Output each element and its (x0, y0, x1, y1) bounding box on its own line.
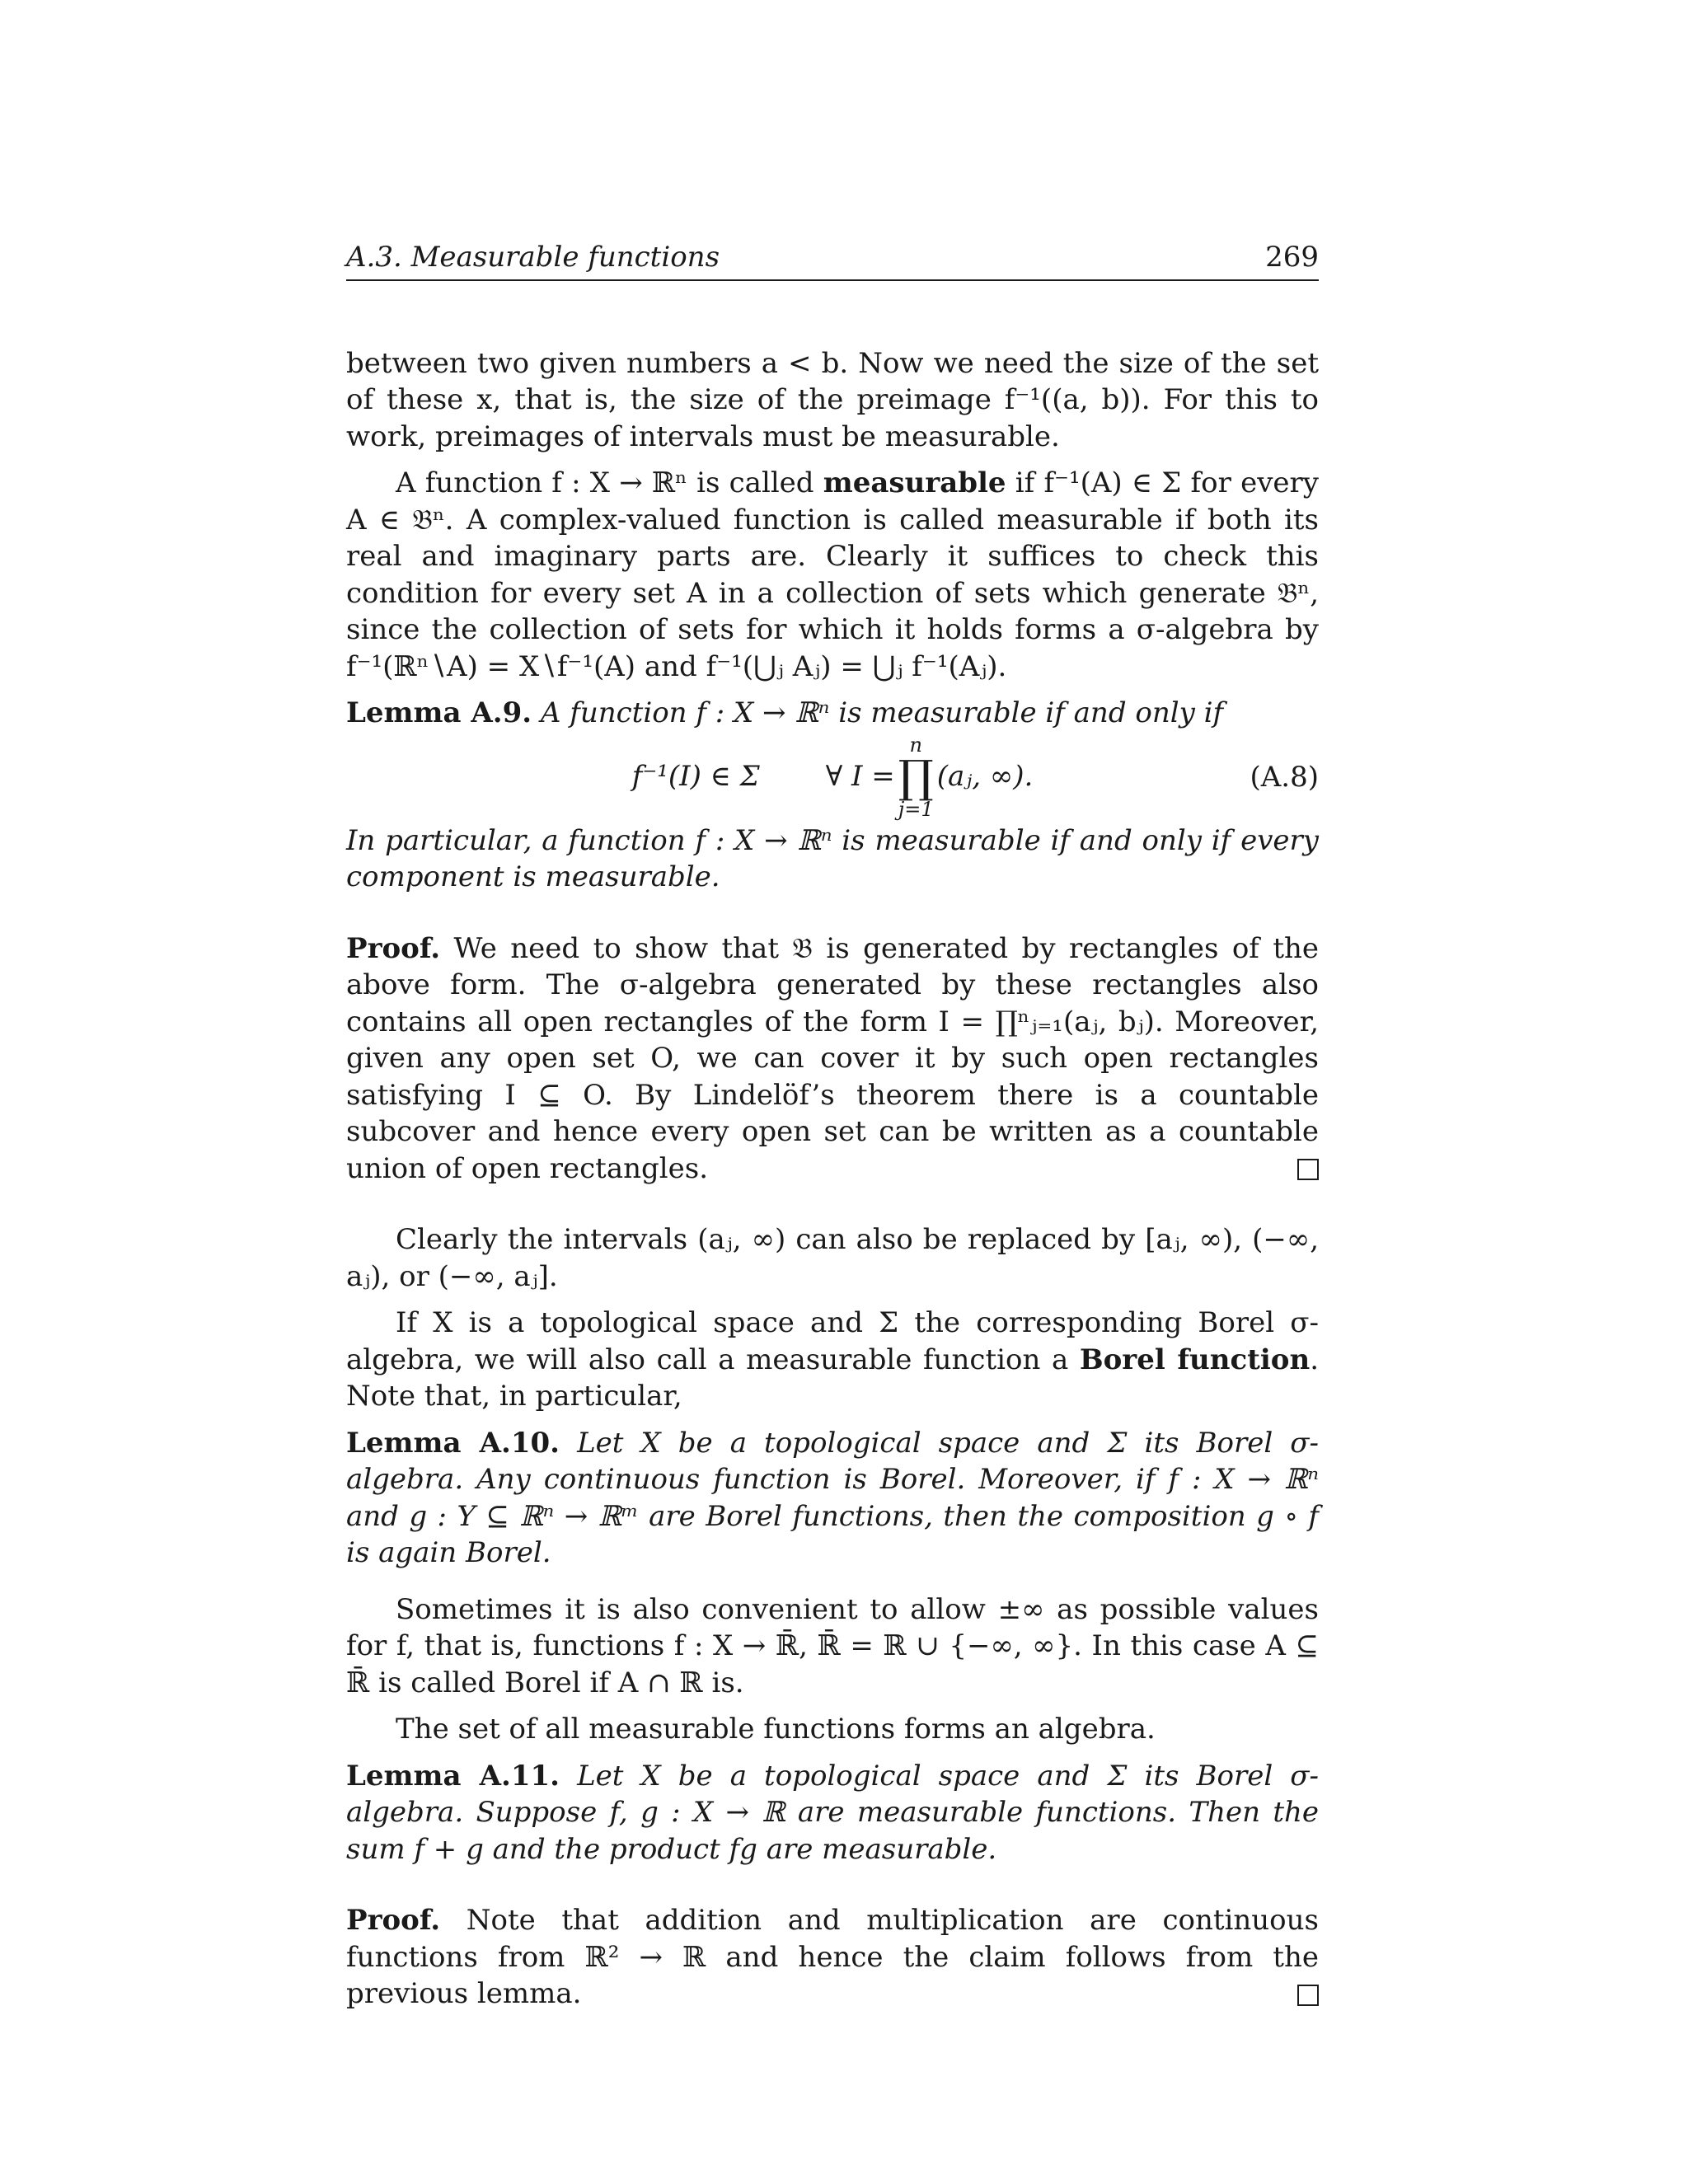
equation-a8 (346, 732, 1319, 823)
section-title: A.3. Measurable functions (346, 241, 720, 274)
paragraph-2-post: if f⁻¹(A) ∈ Σ for every A ∈ 𝔅ⁿ. A complex-valued function is called measurable if both its real and imaginary parts are. Clearly it suffices to check this condition for every set A in a collection of sets which generate 𝔅ⁿ, since the collection of sets for which it holds forms a σ-algebra by f⁻¹(ℝⁿ∖A) = X∖f⁻¹(A) and f⁻¹(⋃ⱼ Aⱼ) = ⋃ⱼ f⁻¹(Aⱼ). (346, 466, 1319, 683)
proof-2-text: Note that addition and multiplication are continuous functions from ℝ² → ℝ and hence the claim follows from the previous lemma. (346, 1904, 1319, 2010)
lemma-a10-heading: Lemma A.10. (346, 1426, 560, 1460)
equation-right: (aⱼ, ∞). (936, 760, 1034, 794)
qed-box-icon (1297, 1159, 1319, 1180)
equation-number: (A.8) (1250, 760, 1319, 794)
lemma-a9-continuation: In particular, a function f : X → ℝⁿ is measurable if and only if every component is measurable. (346, 823, 1319, 893)
paragraph-6: The set of all measurable functions forms an algebra. (396, 1713, 1156, 1746)
product-symbol: ∏ (898, 750, 934, 803)
proof-1 (346, 930, 1319, 1188)
paragraph-4-post: . Note that, in particular, (346, 1343, 1320, 1413)
lemma-a11-heading: Lemma A.11. (346, 1759, 560, 1793)
equation-left: f⁻¹(I) ∈ Σ (631, 760, 760, 794)
lemma-a9 (346, 695, 1319, 732)
lemma-a10-statement: Let X be a topological space and Σ its Borel σ-algebra. Any continuous function is Borel. Moreover, if f : X → ℝⁿ and g : Y ⊆ ℝⁿ → ℝᵐ are Borel functions, then the composition g ∘ f is again Borel. (346, 1426, 1319, 1569)
proof-2 (346, 1902, 1319, 2013)
page (346, 239, 1319, 2013)
paragraph-4-pre: If X is a topological space and Σ the corresponding Borel σ-algebra, we will also call a measurable function a (346, 1306, 1319, 1376)
paragraph-4 (346, 1305, 1319, 1415)
paragraph-5: Sometimes it is also convenient to allow ±∞ as possible values for f, that is, functions f : X → ℝ̄, ℝ̄ = ℝ ∪ {−∞, ∞}. In this case A ⊆ ℝ̄ is called Borel if A ∩ ℝ is. (346, 1592, 1319, 1699)
product-lower-limit: j=1 (898, 797, 934, 821)
product-upper-limit: n (909, 733, 922, 757)
term-borel-function: Borel function (1079, 1343, 1311, 1376)
lemma-a11 (346, 1758, 1319, 1868)
proof-1-heading: Proof. (346, 931, 441, 965)
lemma-a9-statement: A function f : X → ℝⁿ is measurable if and only if (540, 696, 1224, 729)
lemma-a9-heading: Lemma A.9. (346, 696, 532, 729)
proof-2-heading: Proof. (346, 1904, 441, 1937)
equation-mid: ∀ I = (825, 760, 895, 794)
paragraph-2-pre: A function f : X → ℝⁿ is called (396, 466, 823, 499)
paragraph-1: between two given numbers a < b. Now we need the size of the set of these x, that is, the size of the preimage f⁻¹((a, b)). For this to work, preimages of intervals must be measurable. (346, 346, 1319, 453)
running-head (346, 239, 1319, 281)
qed-box-icon (1297, 1985, 1319, 2006)
lemma-a10 (346, 1425, 1319, 1572)
paragraph-2 (346, 465, 1319, 685)
lemma-a11-statement: Let X be a topological space and Σ its Borel σ-algebra. Suppose f, g : X → ℝ are measurable functions. Then the sum f + g and the product fg are measurable. (346, 1759, 1319, 1866)
proof-1-text: We need to show that 𝔅 is generated by rectangles of the above form. The σ-algebra generated by these rectangles also contains all open rectangles of the form I = ∏ⁿⱼ₌₁(aⱼ, bⱼ). Moreover, given any open set O, we can cover it by such open rectangles satisfying I ⊆ O. By Lindelöf’s theorem there is a countable subcover and hence every open set can be written as a countable union of open rectangles. (346, 931, 1320, 1185)
page-number: 269 (1265, 241, 1319, 274)
paragraph-3: Clearly the intervals (aⱼ, ∞) can also be replaced by [aⱼ, ∞), (−∞, aⱼ), or (−∞, aⱼ]. (346, 1223, 1319, 1293)
product-operator (898, 735, 934, 819)
term-measurable: measurable (823, 466, 1006, 499)
